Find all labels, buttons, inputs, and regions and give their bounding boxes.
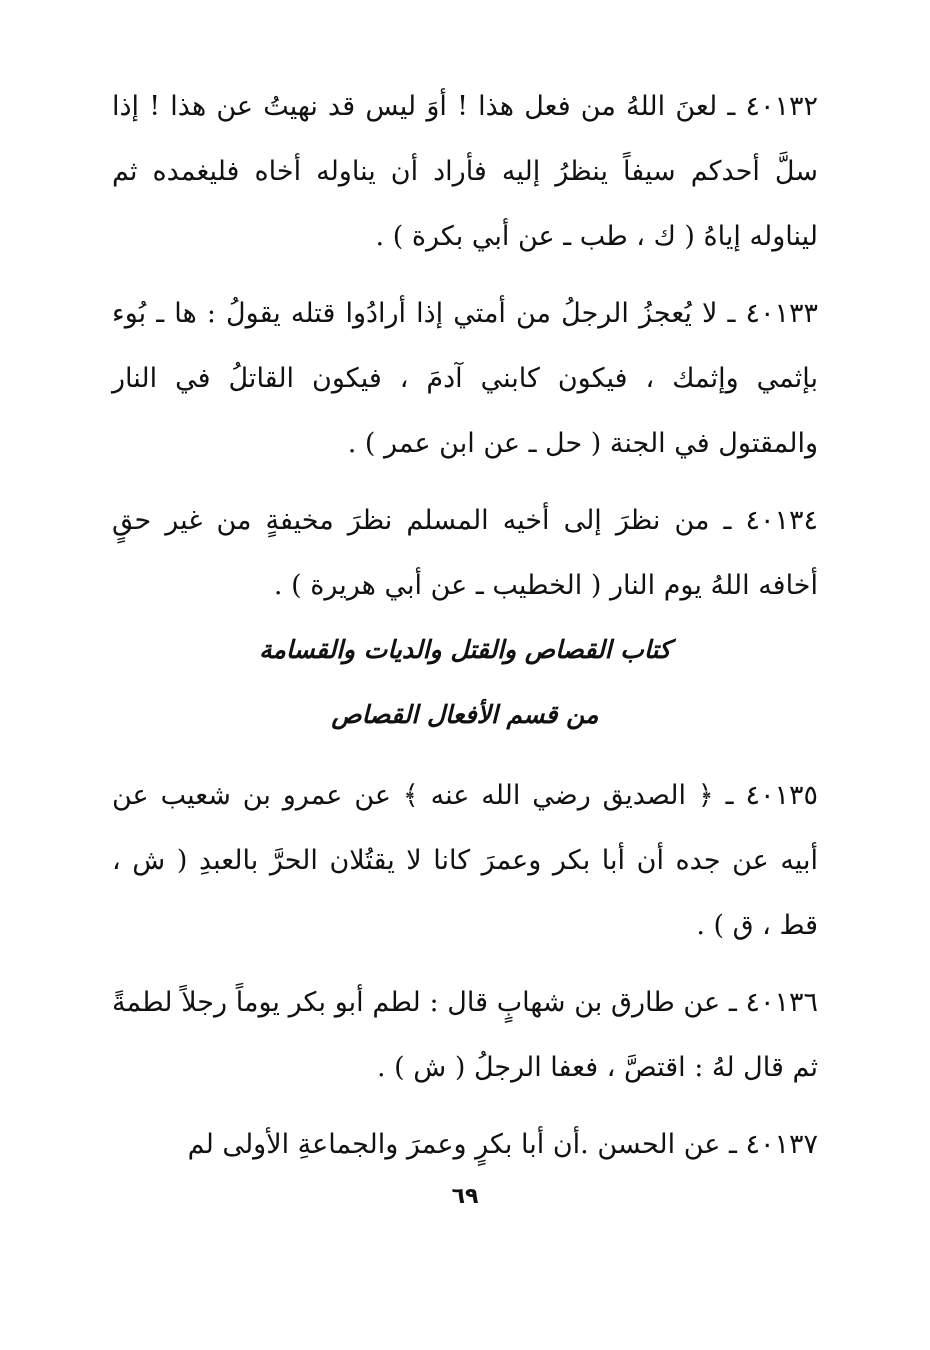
hadith-text: من نظرَ إلى أخيه المسلم نظرَ مخيفةٍ من غير حقٍ أخافه اللهُ يوم النار ( الخطيب ـ عن أبي هريرة ) . [112,505,818,601]
separator: ـ [717,91,746,122]
hadith-entry-40135 [112,763,818,958]
hadith-entry-40133 [112,281,818,476]
hadith-text: لا يُعجزُ الرجلُ من أمتي إذا أرادُوا قتله يقولُ : ها ـ بُوء بإثمي وإثمك ، فيكون كابني آدمَ ، فيكون القاتلُ في النار والمقتول في الجنة ( حل ـ عن ابن عمر ) . [112,298,818,459]
entries-bottom [112,763,818,1177]
hadith-number: ٤٠١٣٥ [745,780,818,811]
hadith-number: ٤٠١٣٧ [745,1129,818,1160]
hadith-number: ٤٠١٣٣ [745,298,818,329]
separator: ـ [709,505,746,536]
section-title: من قسم الأفعال القصاص [331,700,599,729]
book-title: كتاب القصاص والقتل والديات والقسامة [259,635,671,664]
hadith-entry-40136 [112,970,818,1100]
separator: ـ [720,987,746,1018]
entries-top [112,74,818,618]
hadith-entry-40132 [112,74,818,269]
hadith-text: عن طارق بن شهابٍ قال : لطم أبو بكر يوماً رجلاً لطمةً ثم قال لهُ : اقتصَّ ، فعفا الرجلُ ( ش ) . [112,987,818,1083]
separator: ـ [713,780,746,811]
hadith-entry-40134 [112,488,818,618]
hadith-number: ٤٠١٣٤ [745,505,818,536]
separator: ـ [717,298,746,329]
hadith-text: لعنَ اللهُ من فعل هذا ! أوَ ليس قد نهيتُ عن هذا ! إذا سلَّ أحدكم سيفاً ينظرُ إليه فأراد أن يناوله أخاه فليغمده ثم ليناوله إياهُ ( ك ، طب ـ عن أبي بكرة ) . [112,91,818,252]
hadith-number: ٤٠١٣٦ [745,987,818,1018]
hadith-number: ٤٠١٣٢ [745,91,818,122]
separator: ـ [720,1129,746,1160]
hadith-text: ﴿ الصديق رضي الله عنه ﴾ عن عمرو بن شعيب عن أبيه عن جده أن أبا بكر وعمرَ كانا لا يقتُلان الحرَّ بالعبدِ ( ش ، قط ، ق ) . [112,780,818,941]
page-number: ٦٩ [451,1184,479,1209]
hadith-text: عن الحسن .أن أبا بكرٍ وعمرَ والجماعةِ الأولى لم [187,1129,721,1160]
hadith-entry-40137 [112,1112,818,1177]
